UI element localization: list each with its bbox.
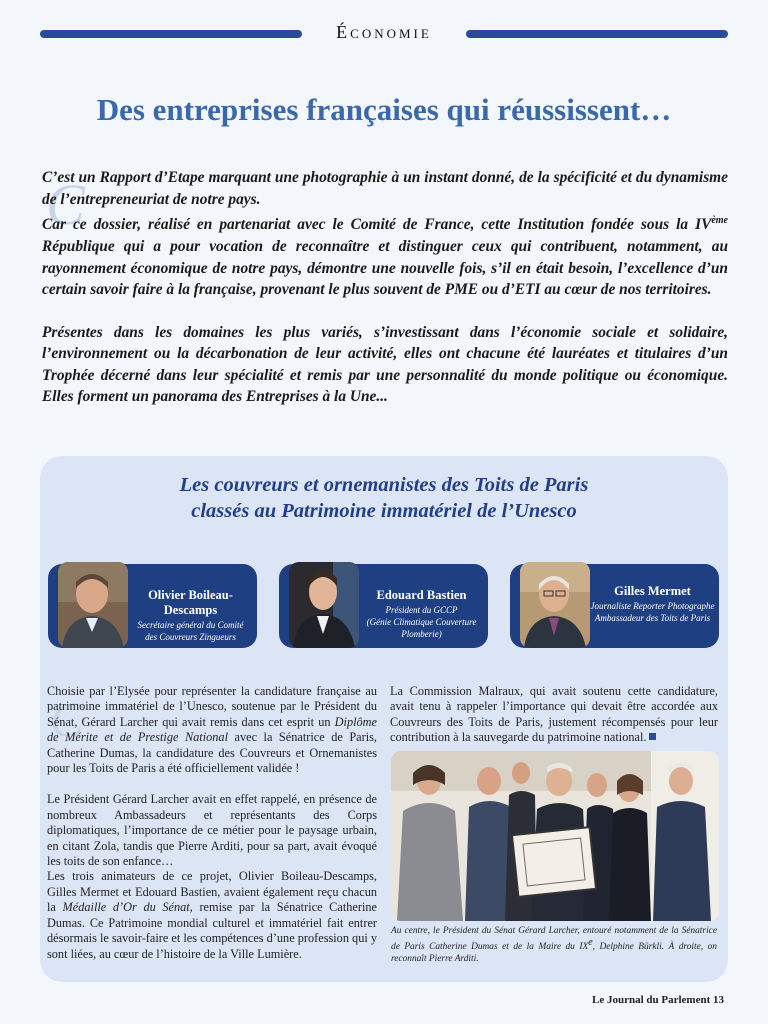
person-name: Olivier Boileau-Descamps xyxy=(148,588,233,617)
dropcap-ornament: C xyxy=(50,691,84,747)
article-paragraph: Le Président Gérard Larcher avait en effet rappelé, en présence de nombreux Ambassadeurs et représentants des Corps diplomatiques, l’importance de ce métier pour le paysage urbain, en citant Zola, tandis que Pierre Arditi, pour sa part, avait évoqué les toits de son enfance… xyxy=(47,792,377,869)
intro-text xyxy=(42,167,728,408)
section-rule-right xyxy=(466,30,728,38)
end-of-article-mark xyxy=(649,733,656,740)
article-paragraph: Les trois animateurs de ce projet, Olivier Boileau-Descamps, Gilles Mermet et Edouard Bastien, avaient également reçu chacun la Médaille d’Or du Sénat, remise par la Sénatrice Catherine Dumas. Ce Patrimoine mondial culturel et immatériel fait entrer désormais le savoir-faire et les compétences d’une profession qui y sont liées, au cœur de l’histoire de la Ville Lumière. xyxy=(47,869,377,961)
section-rule-left xyxy=(40,30,302,38)
person-role: Président du GCCP (Génie Climatique Couverture Plomberie) xyxy=(366,605,477,639)
article-paragraph: La Commission Malraux, qui avait soutenu cette candidature, avait tenu à rappeler l’importance qui devait être accordée aux Couvreurs des Toits de Paris, justement récompensés pour leur contribution à la sauvegarde du patrimoine national. xyxy=(390,684,718,745)
group-photo xyxy=(391,751,719,921)
person-card-bastien xyxy=(279,564,488,648)
portrait-photo xyxy=(58,562,128,648)
portrait-photo xyxy=(289,562,359,648)
person-role: Secrétaire général du Comité des Couvreurs Zingueurs xyxy=(137,620,244,642)
portrait-photo xyxy=(520,562,590,648)
person-name: Edouard Bastien xyxy=(376,588,467,602)
section-header xyxy=(40,22,728,48)
person-card-boileau-descamps xyxy=(48,564,257,648)
intro-paragraph-2: Présentes dans les domaines les plus variés, s’investissant dans l’économie sociale et solidaire, l’environnement ou la décarbonation de leur activité, elles ont chacune été lauréates et titulaires d’un Trophée décerné dans leur spécialité et remis par une personnalité du monde politique ou économique. Elles forment un panorama des Entreprises à la Une... xyxy=(42,323,728,406)
person-name: Gilles Mermet xyxy=(614,584,691,598)
person-card-mermet xyxy=(510,564,719,648)
article-column-1 xyxy=(47,684,377,962)
headline: Des entreprises françaises qui réussissent… xyxy=(96,92,672,127)
dropcap-ornament: C xyxy=(46,172,85,237)
section-title: Économie xyxy=(336,22,432,42)
article-paragraph: Choisie par l’Elysée pour représenter la candidature française au patrimoine immatériel de l’Unesco, soutenue par le Président du Sénat, Gérard Larcher qui avait remis dans cet esprit un Diplôme de Mérite et de Prestige National avec la Sénatrice de Paris, Catherine Dumas, la candidature des Couvreurs et Ornemanistes pour les Toits de Paris a été officiellement validée ! xyxy=(47,684,377,776)
article-column-2 xyxy=(390,684,718,746)
photo-caption: Au centre, le Président du Sénat Gérard Larcher, entouré notamment de la Sénatrice de Paris Catherine Dumas et de la Maire du IXe, Delphine Bürkli. À droite, on reconnaît Pierre Arditi. xyxy=(391,926,717,965)
person-role: Journaliste Reporter Photographe Ambassadeur des Toits de Paris xyxy=(590,601,715,623)
page-footer: Le Journal du Parlement 13 xyxy=(592,994,724,1006)
panel-title: Les couvreurs et ornemanistes des Toits de Paris classés au Patrimoine immatériel de l’Unesco xyxy=(179,474,589,522)
intro-paragraph-1: C’est un Rapport d’Etape marquant une photographie à un instant donné, de la spécificité et du dynamisme de l’entrepreneuriat de notre pays. Car ce dossier, réalisé en partenariat avec le Comité de France, cette Institution fondée sous la IVème République qui a pour vocation de reconnaître et distinguer ceux qui contribuent, notamment, au rayonnement économique de notre pays, démontre une nouvelle fois, s’il en était besoin, l’excellence d’un certain savoir faire à la française, provenant le plus souvent de PME ou d’ETI au cœur de nos territoires. xyxy=(42,169,728,299)
